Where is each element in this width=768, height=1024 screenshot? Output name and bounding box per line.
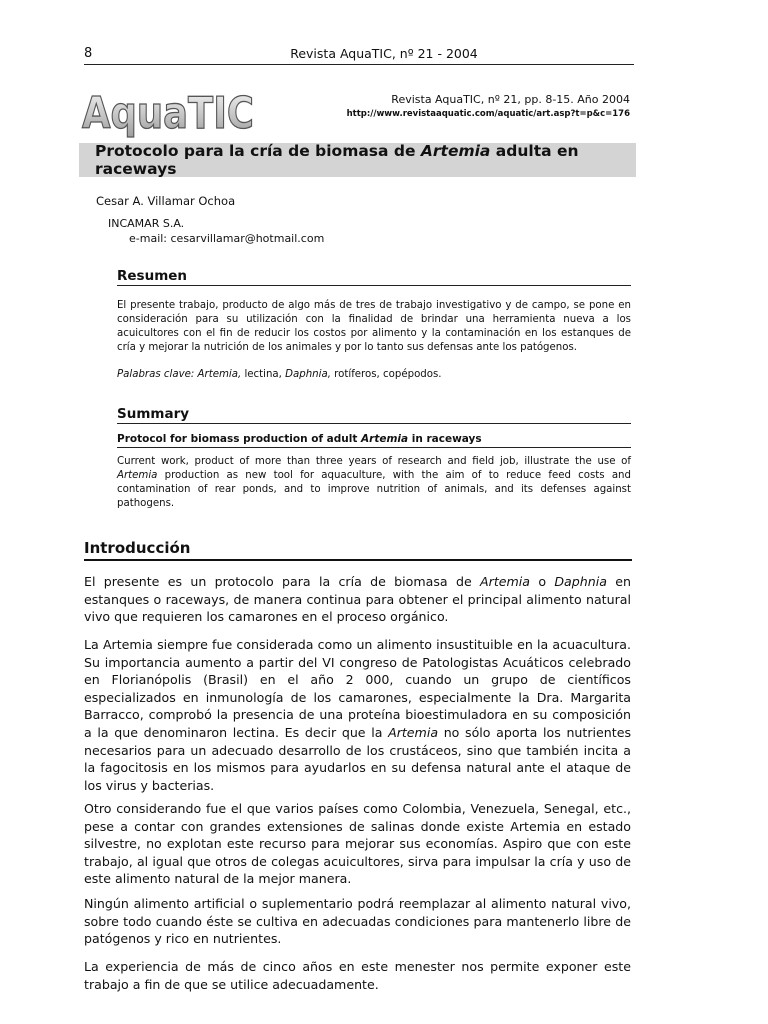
- article-title: Protocolo para la cría de biomasa de Artemia adulta en raceways: [95, 142, 579, 178]
- keywords: Palabras clave: Artemia, lectina, Daphnia, rotíferos, copépodos.: [117, 369, 442, 380]
- intro-paragraph-5: La experiencia de más de cinco años en este menester nos permite exponer este trabajo a fin de que se utilice adecuadamente.: [84, 959, 631, 992]
- author: Cesar A. Villamar Ochoa: [96, 194, 236, 208]
- introduccion-heading: Introducción: [84, 539, 632, 561]
- intro-paragraph-2: La Artemia siempre fue considerada como un alimento insustituible en la acuacultura. Su importancia aumento a partir del VI congreso de Patologistas Acuáticos celebrado en Florianópolis (Brasil) en el año 2 000, cuando un grupo de científicos especializados en inmunología de los camarones, especialmente la Dra. Margarita Barracco, comprobó la presencia de una proteína bioestimuladora en su composición a la que denominaron lectina. Es decir que la Artemia no sólo aporta los nutrientes necesarios para un adecuado desarrollo de los crustáceos, sino que también incita a la fagocitosis en los mismos para ayudarlos en su defensa natural ante el ataque de los virus y bacterias.: [84, 637, 632, 793]
- header-rule: [84, 64, 634, 65]
- summary-text: Current work, product of more than three years of research and field job, illustrate the use of Artemia production as new tool for aquaculture, with the aim of to reduce feed costs and contamination of rear ponds, and to improve nutrition of animals, and its defenses against pathogens.: [117, 456, 631, 509]
- institution: INCAMAR S.A.: [108, 217, 185, 230]
- author-email[interactable]: e-mail: cesarvillamar@hotmail.com: [129, 232, 325, 245]
- title-box: [79, 143, 636, 177]
- citation-url[interactable]: http://www.revistaaquatic.com/aquatic/art.asp?t=p&c=176: [346, 109, 630, 119]
- resumen-text: El presente trabajo, producto de algo más de tres de trabajo investigativo y de campo, se pone en consideración para su utilización con la finalidad de brindar una herramienta nueva a los acuicultores con el fin de reducir los costos por alimento y la contaminación en los estanques de cría y mejorar la nutrición de los animales y por lo tanto sus defensas ante los patógenos.: [117, 300, 631, 353]
- svg-text:AquaTIC: AquaTIC: [82, 88, 254, 139]
- intro-paragraph-3: Otro considerando fue el que varios países como Colombia, Venezuela, Senegal, etc., pese a contar con grandes extensiones de salinas donde existe Artemia en estado silvestre, no explotan este recurso para mejorar sus economías. Aspiro que con este trabajo, al igual que otros de colegas acuicultores, sirva para impulsar la cría y uso de este alimento natural de la mejor manera.: [84, 801, 631, 887]
- affiliation: [108, 216, 324, 246]
- summary-title: Protocol for biomass production of adult Artemia in raceways: [117, 433, 631, 448]
- resumen-heading: Resumen: [117, 268, 631, 286]
- intro-paragraph-1: El presente es un protocolo para la cría de biomasa de Artemia o Daphnia en estanques o raceways, de manera continua para obtener el principal alimento natural vivo que requieren los camarones en el proceso orgánico.: [84, 574, 631, 625]
- citation-line: Revista AquaTIC, nº 21, pp. 8-15. Año 2004: [391, 93, 630, 106]
- citation: [347, 93, 630, 121]
- aquatic-logo: [79, 87, 259, 137]
- intro-paragraph-4: Ningún alimento artificial o suplementario podrá reemplazar al alimento natural vivo, sobre todo cuando éste se cultiva en adecuadas condiciones para mantenerlo libre de patógenos y rico en nutrientes.: [84, 896, 631, 947]
- running-head: Revista AquaTIC, nº 21 - 2004: [290, 46, 478, 61]
- page-number: 8: [84, 46, 93, 61]
- summary-heading: Summary: [117, 406, 631, 424]
